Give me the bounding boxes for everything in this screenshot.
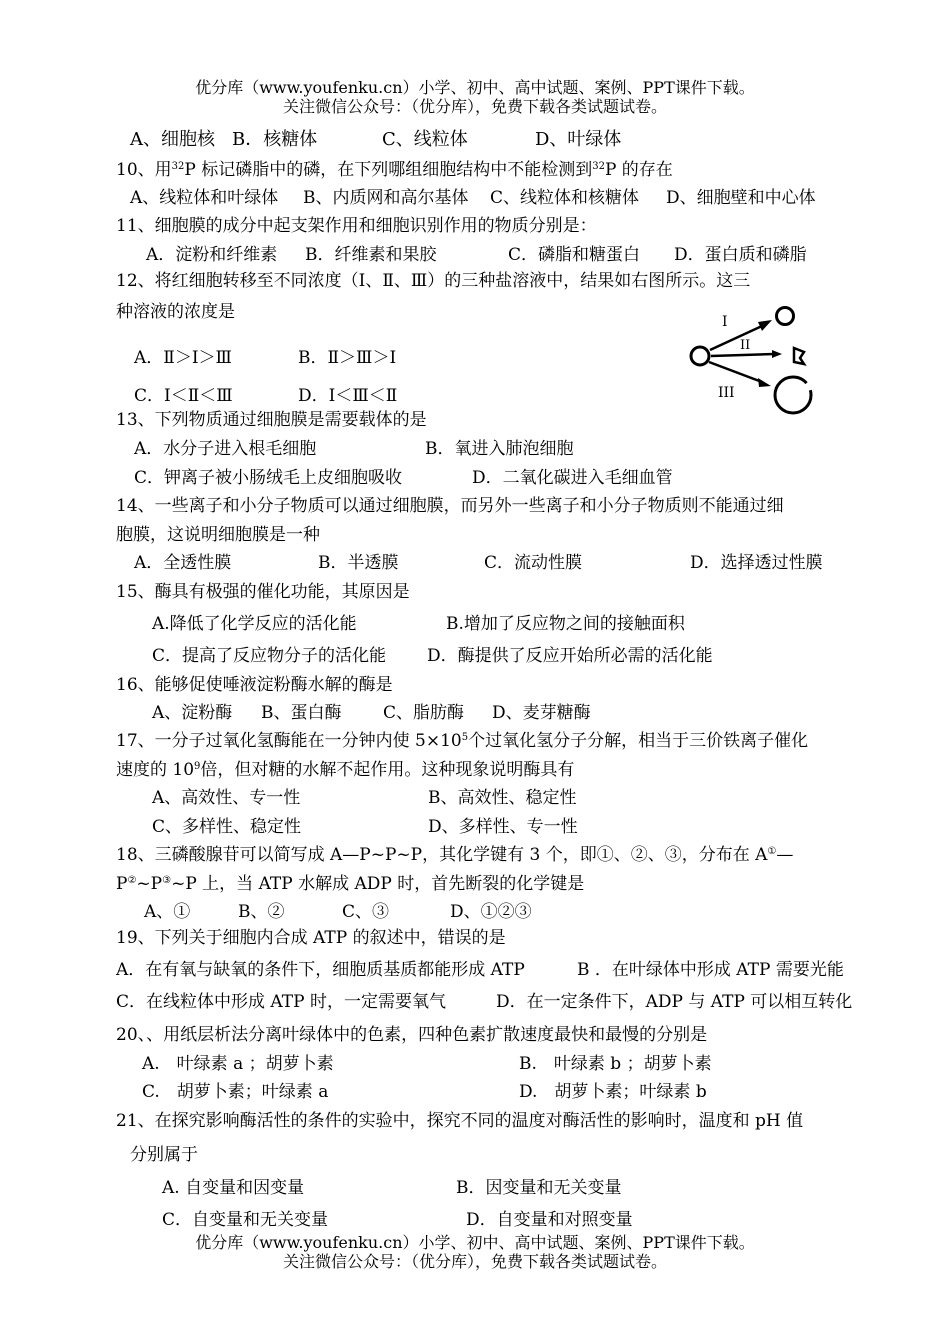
q10-option-c: C、线粒体和核糖体	[490, 188, 640, 208]
q20-option-c: C. 胡萝卜素；叶绿素 a	[142, 1082, 329, 1102]
q17-stem-line-2: 速度的 $10^9$倍，但对糖的水解不起作用。这种现象说明酶具有	[116, 760, 575, 780]
q17-option-a: A、高效性、专一性	[152, 788, 301, 808]
q19-option-c: C．在线粒体中形成 ATP 时，一定需要氧气	[116, 992, 446, 1012]
q15-stem: 15、酶具有极强的催化功能，其原因是	[116, 582, 410, 602]
q12-option-a: A．Ⅱ＞Ⅰ＞Ⅲ	[134, 348, 232, 368]
q12-stem-line-1: 12、将红细胞转移至不同浓度（Ⅰ、Ⅱ、Ⅲ）的三种盐溶液中，结果如右图所示。这三	[116, 271, 751, 291]
q16-option-d: D、麦芽糖酶	[492, 703, 591, 723]
header-line-2: 关注微信公众号：（优分库），免费下载各类试题试卷。	[282, 97, 667, 116]
q10-option-b: B、内质网和高尔基体	[303, 188, 469, 208]
q21-stem-line-1: 21、在探究影响酶活性的条件的实验中，探究不同的温度对酶活性的影响时，温度和 pH 值	[116, 1111, 804, 1131]
q13-option-b: B．氧进入肺泡细胞	[425, 439, 574, 459]
q18-stem-line-2: P②~P③~P 上，当 ATP 水解成 ADP 时，首先断裂的化学键是	[116, 874, 585, 894]
q14-option-d: D．选择透过性膜	[690, 553, 823, 573]
q20-option-d: D. 胡萝卜素；叶绿素 b	[519, 1082, 707, 1102]
q20-stem: 20、、用纸层析法分离叶绿体中的色素，四种色素扩散速度最快和最慢的分别是	[116, 1025, 708, 1045]
q17-option-b: B、高效性、稳定性	[428, 788, 577, 808]
q18-option-d: D、①②③	[450, 902, 532, 922]
q14-stem-line-1: 14、一些离子和小分子物质可以通过细胞膜，而另外一些离子和小分子物质则不能通过细	[116, 496, 784, 516]
label-i: I	[722, 314, 728, 330]
red-blood-cell-diagram	[682, 298, 822, 423]
q13-option-c: C．钾离子被小肠绒毛上皮细胞吸收	[134, 468, 403, 488]
q14-option-c: C．流动性膜	[484, 553, 583, 573]
header-line-1: 优分库（www.youfenku.cn）小学、初中、高中试题、案例、PPT课件下载。	[195, 78, 755, 97]
q16-stem: 16、能够促使唾液淀粉酶水解的酶是	[116, 675, 393, 695]
q21-stem-line-2: 分别属于	[130, 1145, 198, 1165]
q19-option-d: D．在一定条件下，ADP 与 ATP 可以相互转化	[496, 992, 853, 1012]
q15-option-a: A.降低了化学反应的活化能	[152, 614, 357, 634]
q9-option-b: B．核糖体	[232, 129, 318, 150]
q12-option-b: B．Ⅱ＞Ⅲ＞Ⅰ	[298, 348, 397, 368]
q17-stem-line-1: 17、一分子过氧化氢酶能在一分钟内使 $5\times 10^5$个过氧化氢分子分解，相当于三价铁离子催化	[116, 731, 809, 751]
q11-option-a: A．淀粉和纤维素	[146, 245, 278, 265]
q11-option-d: D．蛋白质和磷脂	[674, 245, 807, 265]
label-ii: II	[740, 338, 751, 353]
q14-option-b: B．半透膜	[318, 553, 399, 573]
q20-option-b: B. 叶绿素 b ；胡萝卜素	[519, 1054, 712, 1074]
q21-option-b: B．因变量和无关变量	[456, 1178, 622, 1198]
q20-option-a: A. 叶绿素 a ；胡萝卜素	[142, 1054, 334, 1074]
q10-option-a: A、线粒体和叶绿体	[130, 188, 279, 208]
q11-stem: 11、细胞膜的成分中起支架作用和细胞识别作用的物质分别是：	[116, 216, 597, 236]
q17-option-d: D、多样性、专一性	[428, 817, 578, 837]
q10-option-d: D、细胞壁和中心体	[666, 188, 816, 208]
q19-option-b: B ．在叶绿体中形成 ATP 需要光能	[577, 960, 844, 980]
q16-option-a: A、淀粉酶	[152, 703, 233, 723]
label-iii: III	[718, 385, 735, 401]
q14-option-a: A．全透性膜	[134, 553, 232, 573]
q17-option-c: C、多样性、稳定性	[152, 817, 302, 837]
q9-option-d: D、叶绿体	[535, 129, 622, 150]
q10-stem: 10、用$^{32}$P 标记磷脂中的磷，在下列哪组细胞结构中不能检测到$^{32}$P 的存在	[116, 160, 673, 180]
q18-stem-line-1: 18、三磷酸腺苷可以简写成 A—P~P~P，其化学键有 3 个，即①、②、③，分布在 A①—	[116, 845, 794, 865]
q13-stem: 13、下列物质通过细胞膜是需要载体的是	[116, 410, 427, 430]
q11-option-c: C．磷脂和糖蛋白	[508, 245, 641, 265]
footer-line-1: 优分库（www.youfenku.cn）小学、初中、高中试题、案例、PPT课件下载。	[195, 1233, 755, 1252]
q9-option-a: A、细胞核	[130, 129, 215, 150]
footer-line-2: 关注微信公众号：（优分库），免费下载各类试题试卷。	[282, 1252, 667, 1271]
q15-option-c: C．提高了反应物分子的活化能	[152, 646, 387, 666]
q15-option-b: B.增加了反应物之间的接触面积	[446, 614, 685, 634]
q12-stem-line-2: 种溶液的浓度是	[116, 302, 235, 322]
q12-option-d: D．Ⅰ＜Ⅲ＜Ⅱ	[298, 386, 398, 406]
q21-option-c: C．自变量和无关变量	[162, 1210, 329, 1230]
q12-option-c: C．Ⅰ＜Ⅱ＜Ⅲ	[134, 386, 233, 406]
page-header	[0, 78, 950, 116]
q18-option-a: A、①	[144, 902, 191, 922]
q19-option-a: A．在有氧与缺氧的条件下，细胞质基质都能形成 ATP	[116, 960, 525, 980]
q13-option-d: D．二氧化碳进入毛细血管	[472, 468, 673, 488]
q18-option-b: B、②	[238, 902, 285, 922]
q15-option-d: D．酶提供了反应开始所必需的活化能	[427, 646, 713, 666]
q9-option-c: C、线粒体	[382, 129, 468, 150]
q21-option-a: A. 自变量和因变量	[162, 1178, 305, 1198]
q16-option-c: C、脂肪酶	[383, 703, 465, 723]
q19-stem: 19、下列关于细胞内合成 ATP 的叙述中，错误的是	[116, 928, 506, 948]
q11-option-b: B．纤维素和果胶	[305, 245, 437, 265]
q21-option-d: D．自变量和对照变量	[466, 1210, 633, 1230]
q14-stem-line-2: 胞膜，这说明细胞膜是一种	[116, 525, 320, 545]
q13-option-a: A．水分子进入根毛细胞	[134, 439, 317, 459]
q18-option-c: C、③	[342, 902, 390, 922]
q16-option-b: B、蛋白酶	[261, 703, 342, 723]
page-footer	[0, 1233, 950, 1271]
